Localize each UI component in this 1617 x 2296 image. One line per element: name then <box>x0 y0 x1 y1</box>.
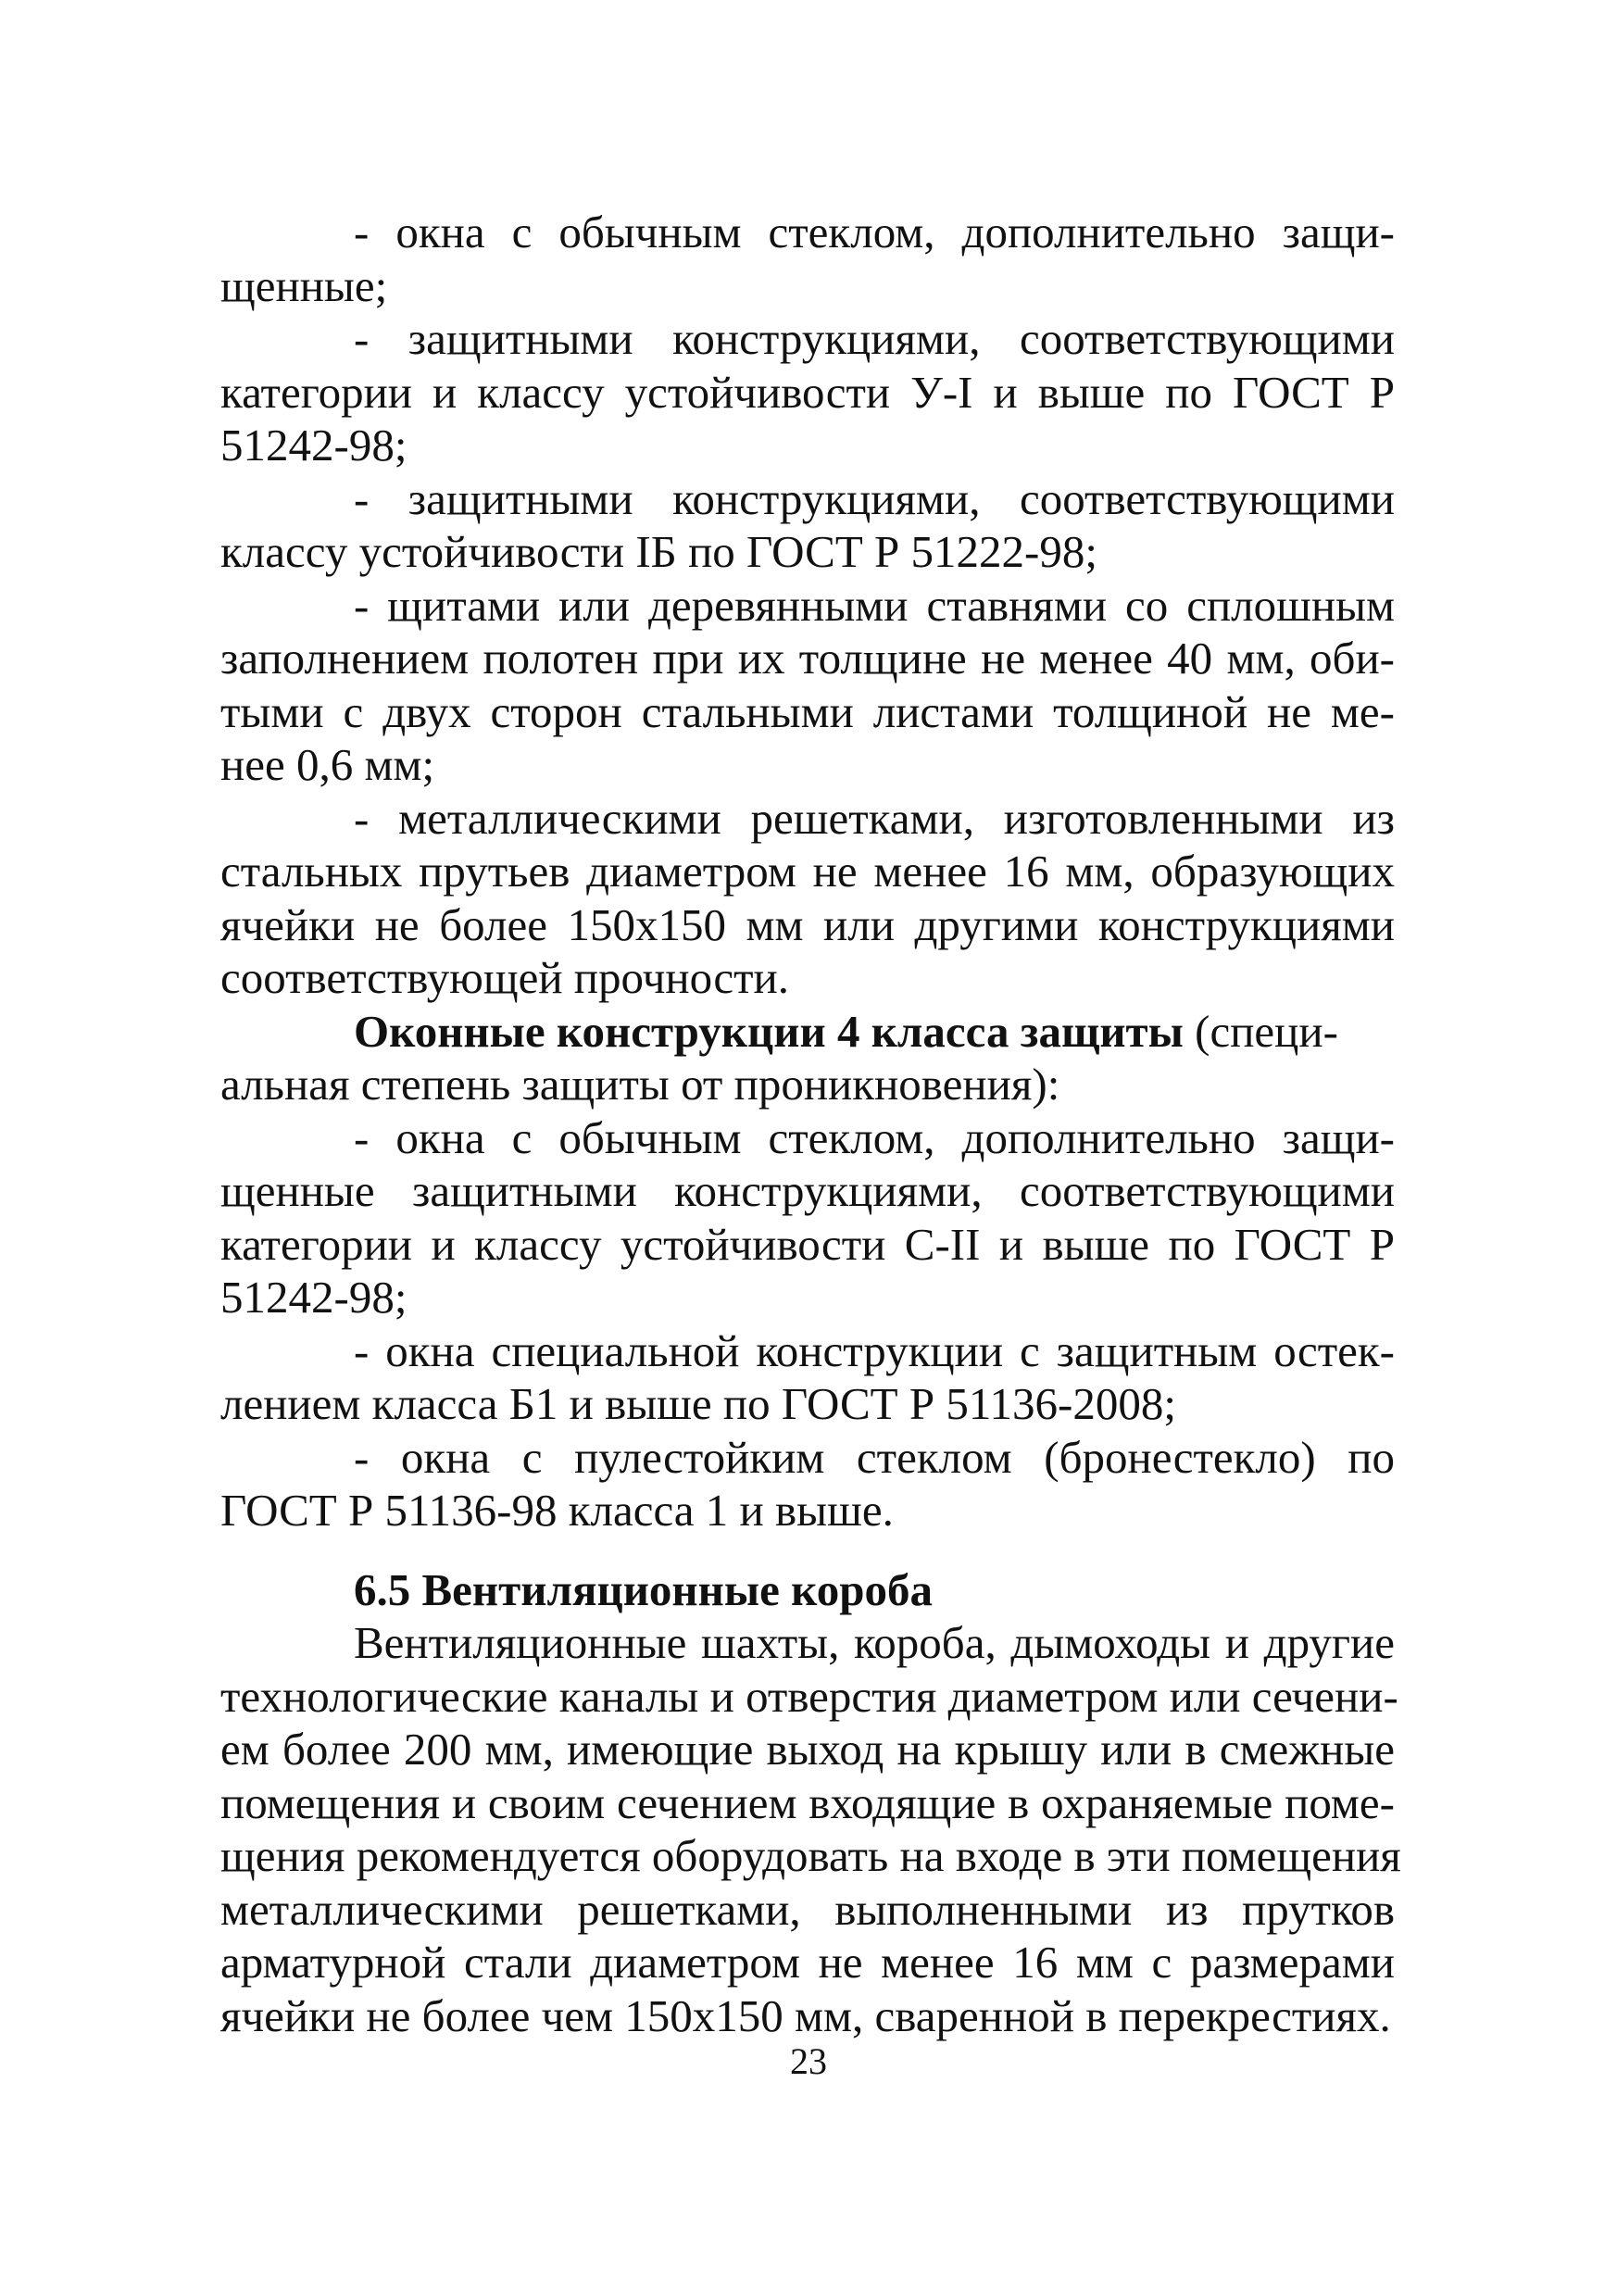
text-line: - окна с пулестойким стеклом (бронестекло) по <box>354 1431 1395 1483</box>
spacer <box>220 1537 1395 1563</box>
page-number: 23 <box>790 2040 827 2082</box>
text-line: классу устойчивости IБ по ГОСТ Р 51222-98; <box>220 526 1097 577</box>
text-line: категории и классу устойчивости С-II и выше по ГОСТ Р <box>220 1218 1395 1270</box>
text-line: - металлическими решетками, изготовленными из <box>354 792 1395 844</box>
text-line: - защитными конструкциями, соответствующими <box>354 313 1395 364</box>
text-line: нее 0,6 мм; <box>220 739 435 790</box>
text-line: стальных прутьев диаметром не менее 16 мм, образующих <box>220 846 1395 897</box>
text-line: арматурной стали диаметром не менее 16 мм с размерами <box>220 1937 1395 1988</box>
text-line: соответствующей прочности. <box>220 952 789 1003</box>
text-line: - щитами или деревянными ставнями со сплошным <box>354 579 1395 631</box>
text-line <box>220 1005 1395 1059</box>
text-line: - окна специальной конструкции с защитным остек- <box>354 1324 1395 1376</box>
text-run: (специ- <box>1183 1005 1338 1057</box>
text-line: ем более 200 мм, имеющие выход на крышу или в смежные <box>220 1724 1395 1775</box>
text-line: - окна с обычным стеклом, дополнительно защи- <box>354 1111 1395 1163</box>
text-line: ГОСТ Р 51136-98 класса 1 и выше. <box>220 1485 894 1536</box>
text-line: металлическими решетками, выполненными из прутков <box>220 1883 1395 1935</box>
text-line: щенные; <box>220 259 388 311</box>
bold-run: Оконные конструкции 4 класса защиты <box>354 1005 1184 1057</box>
text-line: Вентиляционные шахты, короба, дымоходы и другие <box>354 1617 1395 1668</box>
page-body-text <box>220 206 1401 2042</box>
text-line: категории и классу устойчивости У-I и выше по ГОСТ Р <box>220 366 1395 418</box>
text-line: заполнением полотен при их толщине не менее 40 мм, оби- <box>220 633 1395 684</box>
section-heading: 6.5 Вентиляционные короба <box>354 1563 933 1615</box>
text-line: помещения и своим сечением входящие в охраняемые поме- <box>220 1776 1395 1828</box>
text-line: ячейки не более чем 150х150 мм, сваренной в перекрестиях. <box>220 1989 1391 2041</box>
text-line: щенные защитными конструкциями, соответствующими <box>220 1165 1395 1216</box>
text-line: лением класса Б1 и выше по ГОСТ Р 51136-2008; <box>220 1378 1176 1429</box>
text-line: технологические каналы и отверстия диаметром или сечени- <box>220 1670 1398 1722</box>
text-line: щения рекомендуется оборудовать на входе в эти помещения <box>220 1830 1401 1881</box>
text-line: - окна с обычным стеклом, дополнительно защи- <box>354 207 1395 257</box>
text-line: 51242-98; <box>220 1272 407 1323</box>
text-line: тыми с двух сторон стальными листами толщиной не ме- <box>220 685 1395 737</box>
text-line: 51242-98; <box>220 420 407 470</box>
text-line: ячейки не более 150х150 мм или другими конструкциями <box>220 898 1395 950</box>
text-line: - защитными конструкциями, соответствующими <box>354 472 1395 524</box>
text-line: альная степень защиты от проникновения): <box>220 1059 1060 1110</box>
